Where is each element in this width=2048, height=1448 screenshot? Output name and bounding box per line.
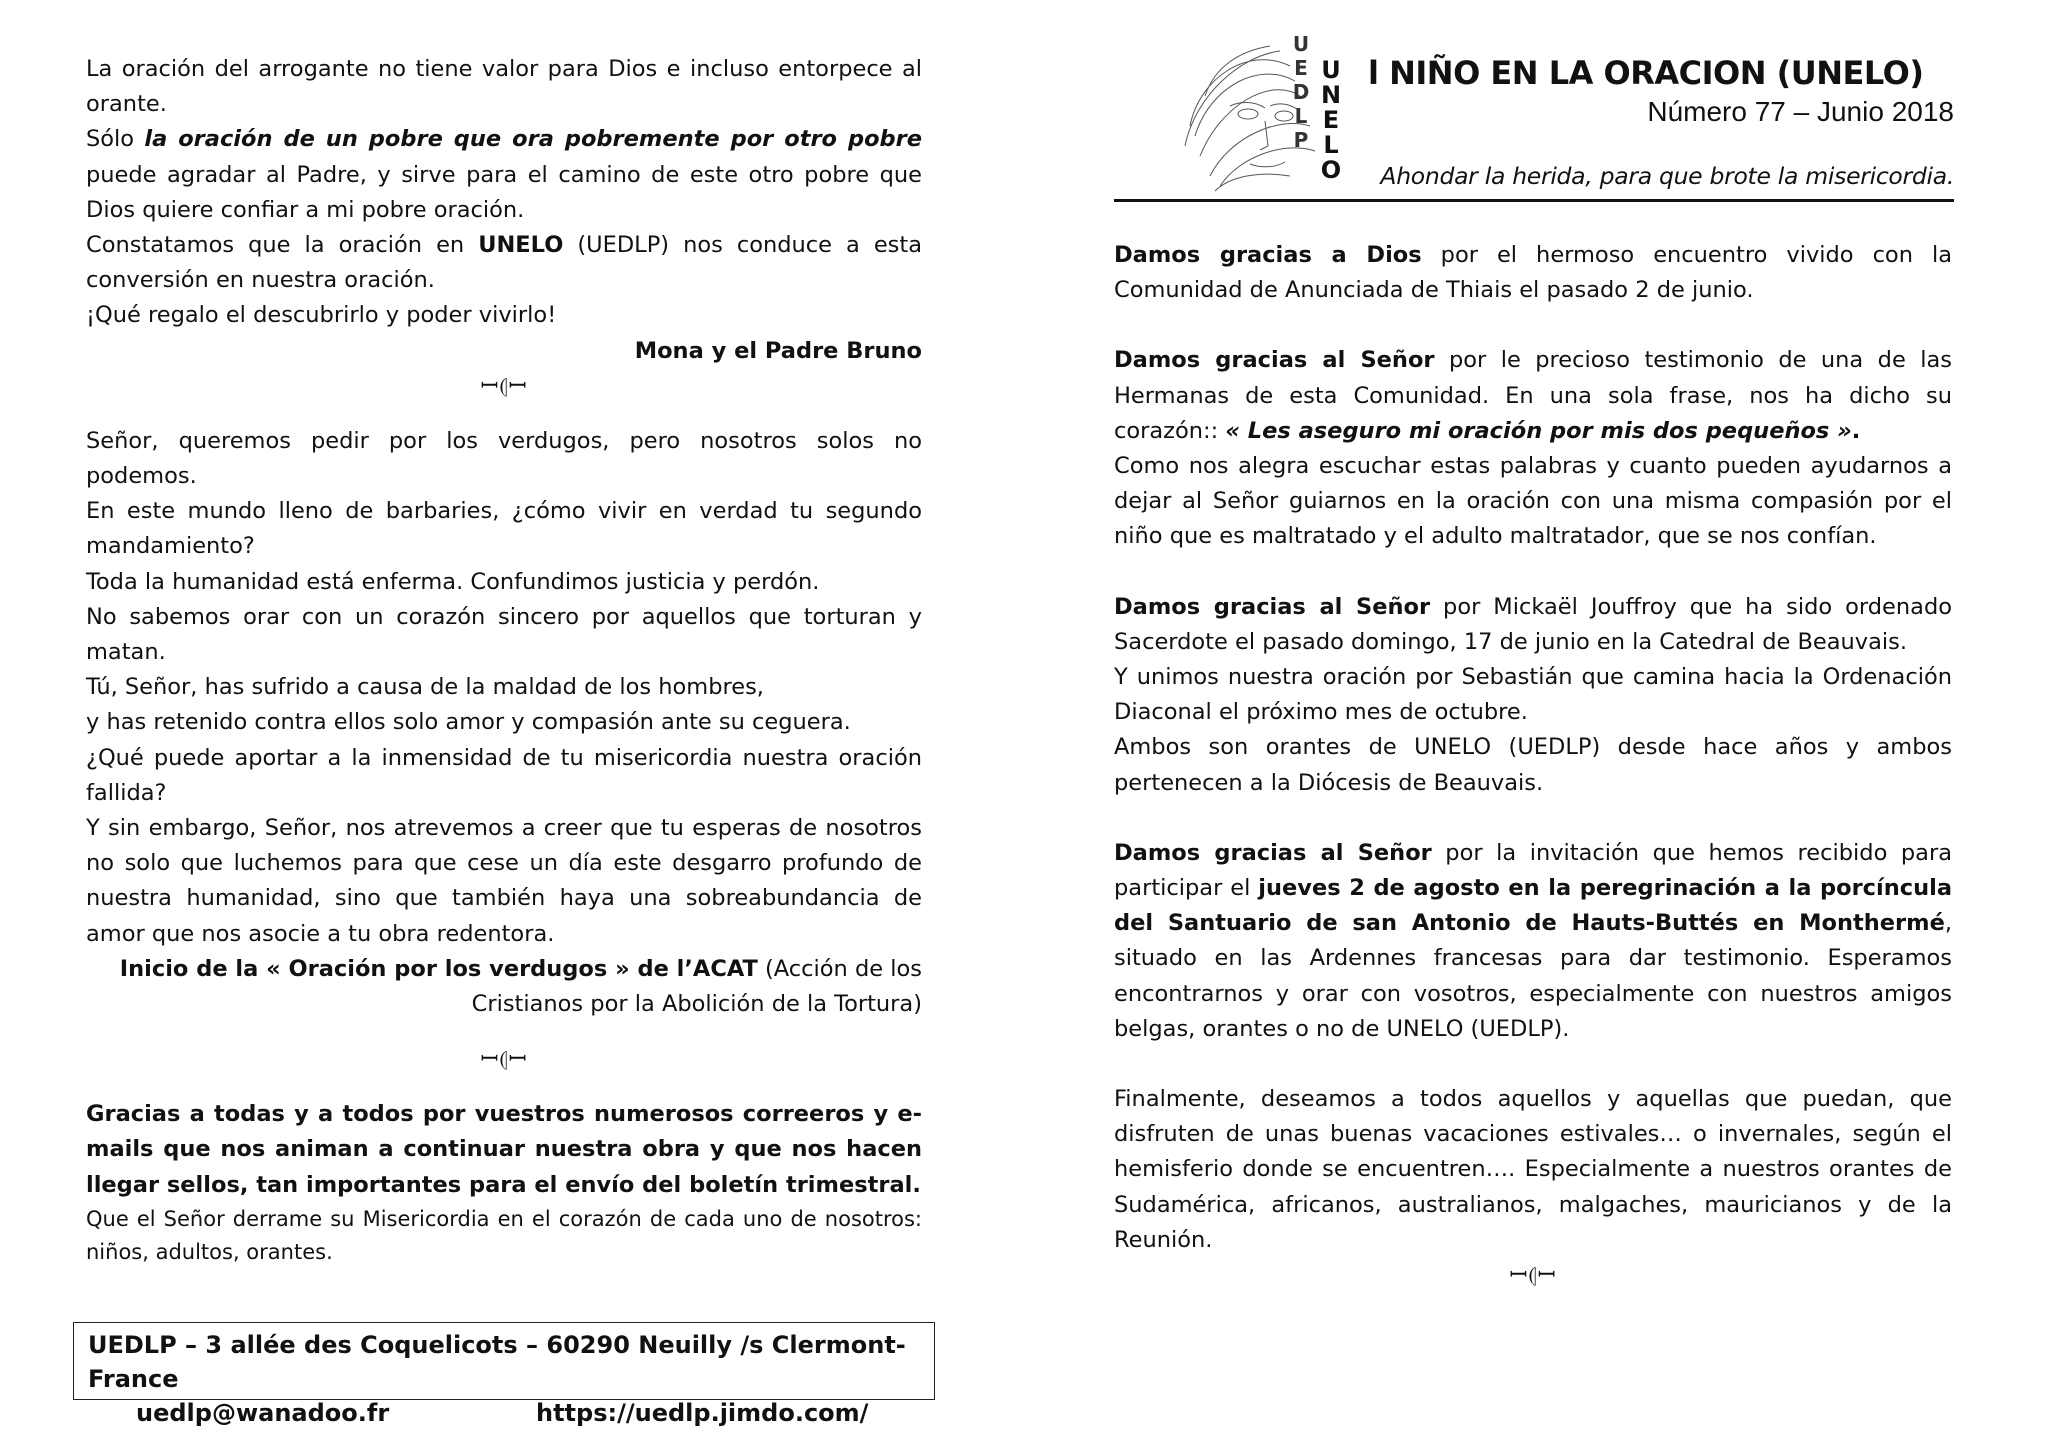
prayer-line: ¿Qué puede aportar a la inmensidad de tu misericordia nuestra oración fallida? <box>86 744 922 806</box>
logo-letters-unelo <box>1320 58 1342 183</box>
paragraph: La oración del arrogante no tiene valor para Dios e incluso entorpece al orante. <box>86 56 922 118</box>
right-column <box>1114 238 1952 1293</box>
separator-ornament: ꟷ⦇ꟷ <box>1509 1263 1557 1289</box>
paragraph: Constatamos que la oración en UNELO (UEDLP) nos conduce a esta conversión en nuestra oración. <box>86 232 923 294</box>
prayer-line: Toda la humanidad está enferma. Confundimos justicia y perdón. <box>86 568 820 595</box>
prayer-line: No sabemos orar con un corazón sincero por aquellos que torturan y matan. <box>86 603 922 666</box>
left-column <box>86 52 922 1269</box>
paragraph: Como nos alegra escuchar estas palabras y cuanto pueden ayudarnos a dejar al Señor guiarnos en la oración con una misma compasión por el niño que es maltratado y el adulto maltratador, que se nos confían. <box>1114 453 1952 550</box>
prayer-line: Y sin embargo, Señor, nos atrevemos a creer que tu esperas de nosotros no solo que luchemos para que cese un día este desgarro profundo de nuestra humanidad, sino que también haya una sobreabundancia de amor que nos asocie a tu obra redentora. <box>86 815 922 947</box>
contact-box <box>73 1322 935 1427</box>
prayer-source-cont: Cristianos por la Abolición de la Tortura) <box>471 991 922 1018</box>
signature: Mona y el Padre Bruno <box>634 337 922 364</box>
paragraph: ¡Qué regalo el descubrirlo y poder vivirlo! <box>86 302 557 329</box>
email-link[interactable]: uedlp@wanadoo.fr <box>136 1399 390 1427</box>
logo-letter: E <box>1322 106 1340 134</box>
thanks-paragraph: Gracias a todas y a todos por vuestros numerosos correeros y e-mails que nos animan a continuar nuestra obra y que nos hacen llegar sellos, tan importantes para el envío del boletín trimestral. <box>86 1101 922 1198</box>
announcement: Damos gracias al Señor por la invitación que hemos recibido para participar el jueves 2 de agosto en la peregrinación a la porcíncula del Santuario de san Antonio de Hauts-Buttés en Monthermé, situado en las Ardennes francesas para dar testimonio. Esperamos encontrarnos y orar con vosotros, especialmente con nuestros amigos belgas, orantes o no de UNELO (UEDLP). <box>1114 839 1953 1042</box>
logo-letter: N <box>1320 81 1342 109</box>
paragraph: Y unimos nuestra oración por Sebastián que camina hacia la Ordenación Diaconal el próximo mes de octubre. <box>1114 664 1952 726</box>
newsletter-title: l NIÑO EN LA ORACION (UNELO) <box>1368 54 1924 92</box>
logo-letter: L <box>1294 104 1308 128</box>
postal-address: UEDLP – 3 allée des Coquelicots – 60290 Neuilly /s Clermont- France <box>88 1331 906 1393</box>
blessing-paragraph: Que el Señor derrame su Misericordia en el corazón de cada uno de nosotros: niños, adultos, orantes. <box>86 1206 922 1264</box>
prayer-line: Señor, queremos pedir por los verdugos, pero nosotros solos no podemos. <box>86 427 922 490</box>
paragraph: Finalmente, deseamos a todos aquellos y aquellas que puedan, que disfruten de unas buenas vacaciones estivales… o invernales, según el hemisferio donde se encuentren…. Especialmente a nuestros orantes de Sudamérica, africanos, australianos, malgaches, mauricianos y de la Reunión. <box>1114 1086 1952 1253</box>
separator-ornament: ꟷ⦇ꟷ <box>480 373 528 399</box>
website-link[interactable]: https://uedlp.jimdo.com/ <box>536 1399 869 1427</box>
prayer-line: y has retenido contra ellos solo amor y compasión ante su ceguera. <box>86 709 851 736</box>
logo-letter: O <box>1320 156 1342 184</box>
announcement: Damos gracias al Señor por le precioso testimonio de una de las Hermanas de esta Comunidad. En una sola frase, nos ha dicho su corazón:: « Les aseguro mi oración por mis dos pequeños ». <box>1114 347 1952 444</box>
paragraph: Sólo la oración de un pobre que ora pobremente por otro pobre puede agradar al Padre, y sirve para el camino de este otro pobre que Dios quiere confiar a mi pobre oración. <box>86 126 922 223</box>
prayer-line: En este mundo lleno de barbaries, ¿cómo vivir en verdad tu segundo mandamiento? <box>86 498 922 560</box>
announcement: Damos gracias al Señor por Mickaël Jouffroy que ha sido ordenado Sacerdote el pasado domingo, 17 de junio en la Catedral de Beauvais. <box>1114 593 1952 655</box>
newsletter-subtitle: Ahondar la herida, para que brote la misericordia. <box>1380 162 1954 190</box>
newsletter-header <box>1114 24 1954 204</box>
logo-letter: L <box>1323 131 1339 159</box>
logo-letter: E <box>1294 56 1308 80</box>
logo-letters-uedlp <box>1290 32 1312 152</box>
logo-letter: U <box>1321 56 1341 84</box>
prayer-line: Tú, Señor, has sufrido a causa de la maldad de los hombres, <box>86 674 764 701</box>
announcement: Damos gracias a Dios por el hermoso encuentro vivido con la Comunidad de Anunciada de Thiais el pasado 2 de junio. <box>1114 242 1953 304</box>
logo-letter: P <box>1293 128 1309 152</box>
issue-number: Número 77 – Junio 2018 <box>1647 96 1954 127</box>
paragraph: Ambos son orantes de UNELO (UEDLP) desde hace años y ambos pertenecen a la Diócesis de Beauvais. <box>1114 734 1952 796</box>
header-rule <box>1114 199 1954 202</box>
separator-ornament: ꟷ⦇ꟷ <box>480 1047 528 1073</box>
logo-letter: D <box>1292 80 1310 104</box>
logo-letter: U <box>1292 32 1310 56</box>
prayer-source: Inicio de la « Oración por los verdugos » de l’ACAT (Acción de los <box>119 955 922 982</box>
